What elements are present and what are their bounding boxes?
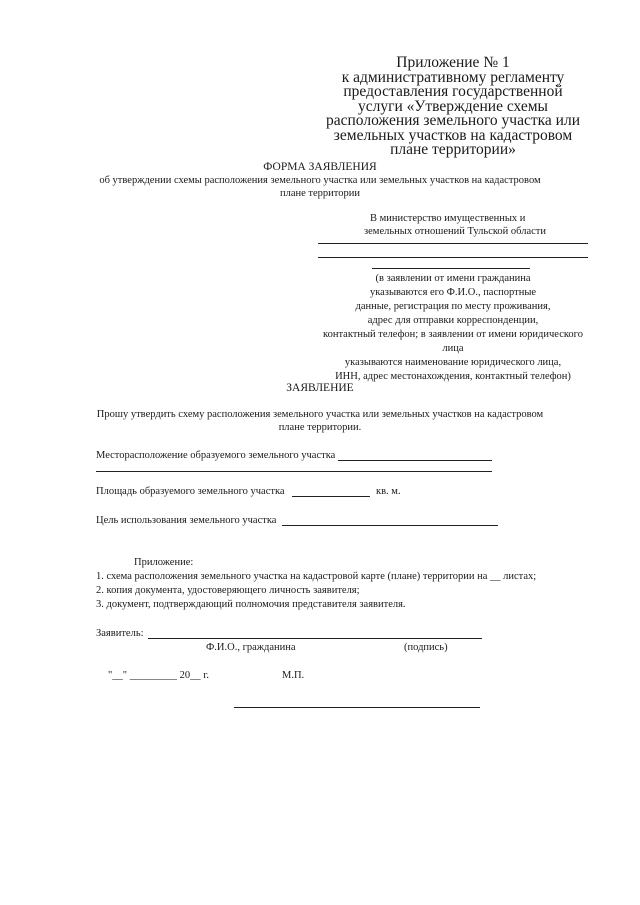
bottom-signature-line[interactable] bbox=[234, 707, 480, 708]
area-field[interactable] bbox=[292, 496, 370, 497]
date-field[interactable]: "__" _________ 20__ г. bbox=[108, 670, 209, 681]
appendix-line: расположения земельного участка или bbox=[325, 112, 581, 129]
purpose-label: Цель использования земельного участка bbox=[96, 515, 277, 526]
appendix-header bbox=[318, 56, 588, 158]
applicant-signature-line[interactable] bbox=[148, 638, 482, 639]
hint-line: лица bbox=[442, 343, 464, 354]
request-line-2: плане территории. bbox=[278, 422, 362, 433]
addressee-hint bbox=[318, 272, 588, 384]
applicant-label: Заявитель: bbox=[96, 628, 144, 639]
hint-line: (в заявлении от имени гражданина bbox=[375, 273, 531, 284]
addressee-line-2: земельных отношений Тульской области bbox=[364, 226, 547, 237]
attachment-item-2: 2. копия документа, удостоверяющего личность заявителя; bbox=[96, 585, 360, 596]
addressee-blank-line[interactable] bbox=[372, 268, 530, 269]
request-line-1: Прошу утвердить схему расположения земельного участка или земельных участков на кадастровом bbox=[96, 409, 544, 420]
signature-caption: (подпись) bbox=[404, 642, 448, 653]
hint-line: контактный телефон; в заявлении от имени юридического bbox=[323, 329, 583, 340]
form-subtitle-line-2: плане территории bbox=[280, 188, 360, 199]
location-field-continued[interactable] bbox=[96, 471, 492, 472]
hint-line: ИНН, адрес местонахождения, контактный телефон) bbox=[335, 371, 571, 382]
location-field[interactable] bbox=[338, 460, 492, 461]
attachment-item-3: 3. документ, подтверждающий полномочия представителя заявителя. bbox=[96, 599, 406, 610]
form-title: ФОРМА ЗАЯВЛЕНИЯ bbox=[263, 161, 377, 173]
hint-line: адрес для отправки корреспонденции, bbox=[367, 315, 539, 326]
area-label: Площадь образуемого земельного участка bbox=[96, 486, 285, 497]
location-label: Месторасположение образуемого земельного участка bbox=[96, 450, 336, 461]
hint-line: указываются наименование юридического лица, bbox=[344, 357, 562, 368]
statement-heading: ЗАЯВЛЕНИЕ bbox=[286, 382, 354, 394]
appendix-line: к административному регламенту bbox=[341, 68, 565, 86]
hint-line: указываются его Ф.И.О., паспортные bbox=[369, 287, 537, 298]
appendix-line: земельных участков на кадастровом bbox=[333, 126, 573, 144]
appendix-line: плане территории» bbox=[390, 141, 516, 158]
addressee-blank-line[interactable] bbox=[318, 243, 588, 244]
addressee-blank-line[interactable] bbox=[318, 257, 588, 258]
area-unit: кв. м. bbox=[376, 486, 401, 497]
appendix-line: услуги «Утверждение схемы bbox=[358, 97, 548, 115]
attachments-heading: Приложение: bbox=[134, 557, 194, 568]
name-caption: Ф.И.О., гражданина bbox=[206, 642, 296, 653]
hint-line: данные, регистрация по месту проживания, bbox=[355, 301, 551, 312]
attachment-item-1: 1. схема расположения земельного участка на кадастровой карте (плане) территории на __ листах; bbox=[96, 571, 537, 582]
purpose-field[interactable] bbox=[282, 525, 498, 526]
addressee-line-1: В министерство имущественных и bbox=[370, 213, 526, 224]
stamp-label: М.П. bbox=[282, 670, 305, 681]
appendix-line: Приложение № 1 bbox=[396, 54, 510, 71]
form-subtitle-line-1: об утверждении схемы расположения земельного участка или земельных участков на кадастровом bbox=[99, 175, 541, 186]
appendix-line: предоставления государственной bbox=[343, 83, 563, 100]
